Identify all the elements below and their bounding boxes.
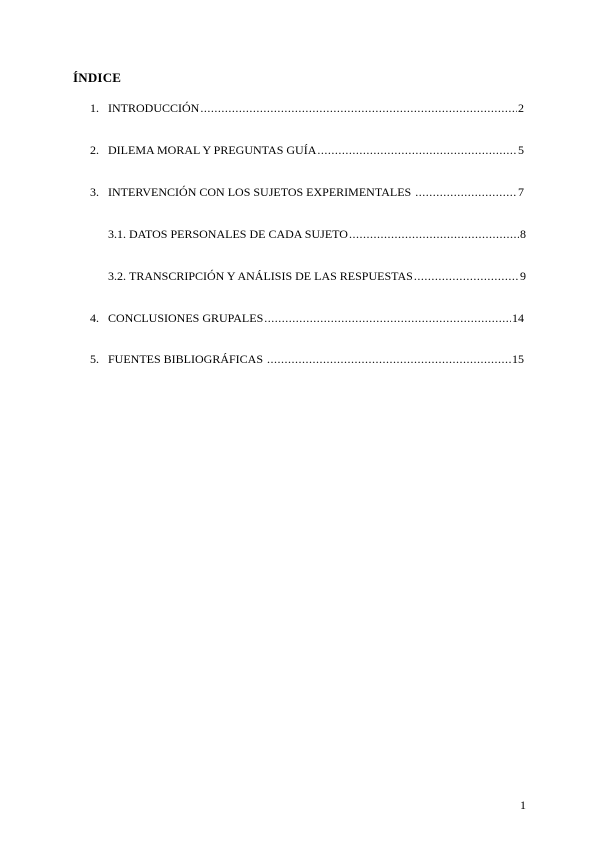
toc-leader-dots	[200, 101, 517, 115]
toc-entry-dilema-moral[interactable]	[90, 143, 524, 157]
toc-leader-dots	[264, 311, 511, 325]
toc-entry-number: 5.	[90, 352, 99, 366]
toc-entry-label: TRANSCRIPCIÓN Y ANÁLISIS DE LAS RESPUESTAS	[129, 269, 413, 283]
toc-entry-number: 4.	[90, 311, 99, 325]
toc-entry-number: 3.	[90, 185, 99, 199]
toc-entry-transcripcion[interactable]	[108, 269, 526, 283]
toc-leader-dots	[349, 227, 519, 241]
toc-entry-label: DILEMA MORAL Y PREGUNTAS GUÍA	[108, 143, 317, 157]
toc-entry-page: 7	[518, 185, 524, 199]
toc-entry-label: DATOS PERSONALES DE CADA SUJETO	[129, 227, 348, 241]
toc-leader-dots	[414, 269, 519, 283]
toc-entry-page: 2	[518, 101, 524, 115]
toc-entry-page: 9	[520, 269, 526, 283]
toc-entry-label: INTERVENCIÓN CON LOS SUJETOS EXPERIMENTALES	[108, 185, 415, 199]
toc-leader-dots	[267, 352, 511, 366]
toc-entry-fuentes[interactable]	[90, 352, 524, 366]
toc-entry-label: CONCLUSIONES GRUPALES	[108, 311, 264, 325]
toc-entry-page: 5	[518, 143, 524, 157]
toc-entry-page: 15	[512, 352, 524, 366]
toc-entry-page: 14	[512, 311, 524, 325]
toc-entry-datos-personales[interactable]	[108, 227, 526, 241]
toc-entry-page: 8	[520, 227, 526, 241]
toc-title: ÍNDICE	[73, 70, 122, 85]
toc-entry-number: 1.	[90, 101, 99, 115]
toc-entry-intervencion[interactable]	[90, 185, 524, 199]
page-number: 1	[520, 798, 526, 812]
toc-entry-label: INTRODUCCIÓN	[108, 101, 200, 115]
toc-leader-dots	[415, 185, 517, 199]
toc-entry-number: 2.	[90, 143, 99, 157]
toc-entry-conclusiones[interactable]	[90, 311, 524, 325]
toc-leader-dots	[317, 143, 517, 157]
toc-entry-number: 3.1.	[108, 227, 126, 241]
toc-entry-introduccion[interactable]	[90, 101, 524, 115]
toc-entry-number: 3.2.	[108, 269, 126, 283]
toc-entry-label: FUENTES BIBLIOGRÁFICAS	[108, 352, 267, 366]
